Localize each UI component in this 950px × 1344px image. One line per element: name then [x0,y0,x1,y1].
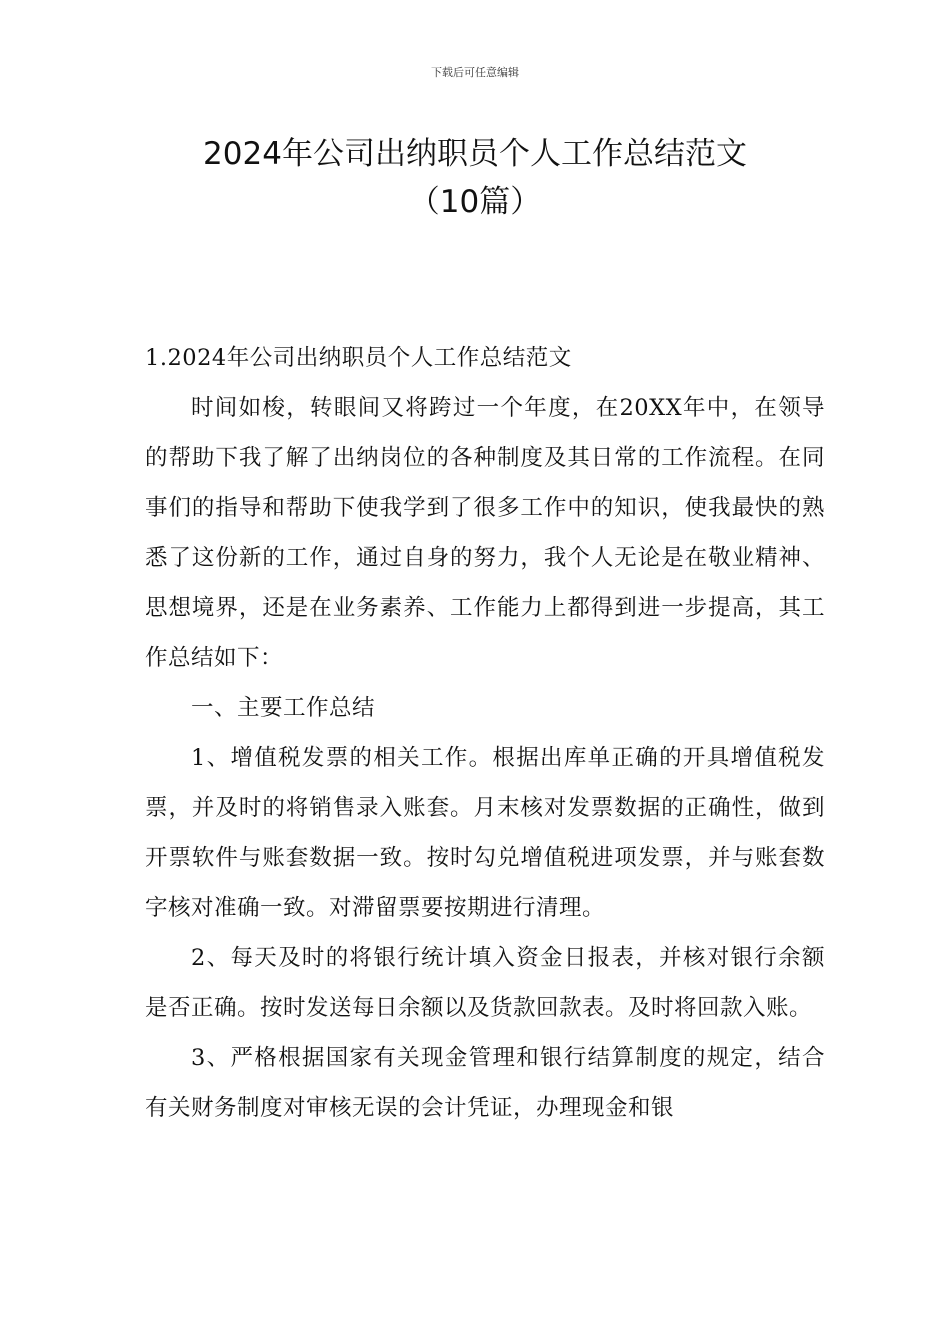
document-body [145,333,825,1133]
paragraph-item-1: 1、增值税发票的相关工作。根据出库单正确的开具增值税发票，并及时的将销售录入账套。月末核对发票数据的正确性，做到开票软件与账套数据一致。按时勾兑增值税进项发票，并与账套数字核对准确一致。对滞留票要按期进行清理。 [145,745,825,921]
page-title [0,130,950,226]
paragraph-item-3: 3、严格根据国家有关现金管理和银行结算制度的规定，结合有关财务制度对审核无误的会计凭证，办理现金和银 [145,1045,825,1121]
paragraph-item-2: 2、每天及时的将银行统计填入资金日报表，并核对银行余额是否正确。按时发送每日余额以及货款回款表。及时将回款入账。 [145,945,825,1021]
section-heading: 一、主要工作总结 [191,695,376,721]
page-title-line-1: 2024年公司出纳职员个人工作总结范文 [203,136,747,172]
intro-paragraph: 时间如梭，转眼间又将跨过一个年度，在20XX年中，在领导的帮助下我了解了出纳岗位的各种制度及其日常的工作流程。在同事们的指导和帮助下使我学到了很多工作中的知识，使我最快的熟悉了这份新的工作，通过自身的努力，我个人无论是在敬业精神、思想境界，还是在业务素养、工作能力上都得到进一步提高，其工作总结如下： [145,395,825,671]
article-heading: 1.2024年公司出纳职员个人工作总结范文 [145,345,572,371]
header-note: 下载后可任意编辑 [431,66,519,79]
page-title-line-2: （10篇） [408,184,542,220]
